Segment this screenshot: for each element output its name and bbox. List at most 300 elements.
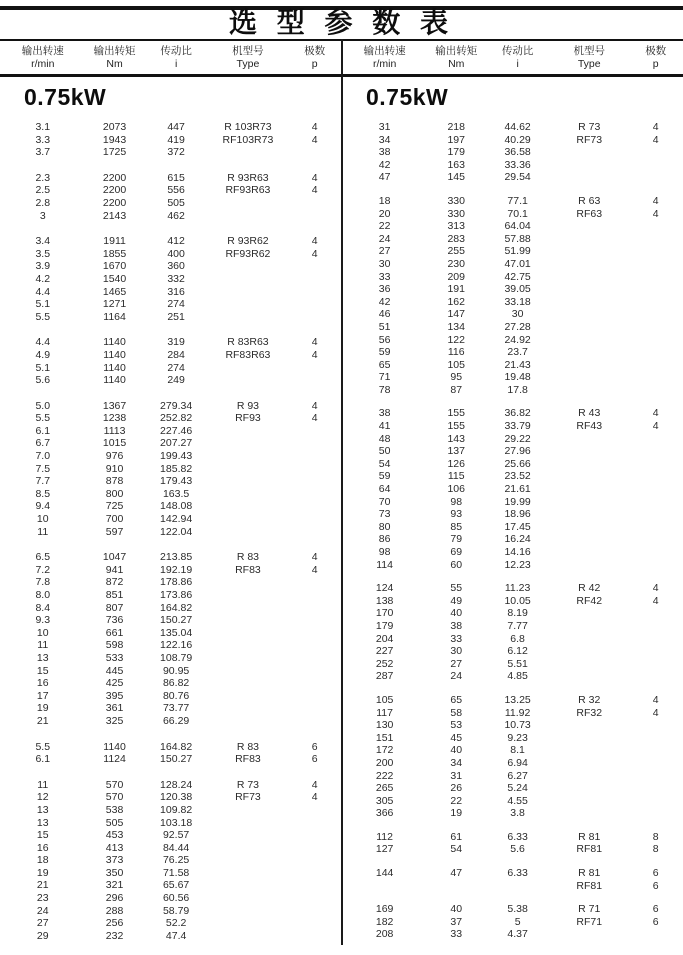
- torque-cell: 232: [105, 929, 124, 942]
- header-col-0: [0, 45, 86, 74]
- torque-cell: 218: [447, 121, 465, 133]
- type-cell: RF63: [576, 207, 603, 220]
- speed-cell: 21: [36, 714, 49, 727]
- speed-cell: 5.1: [35, 361, 51, 374]
- type-cell: [209, 677, 288, 690]
- ratio-cell: 12.23: [504, 558, 531, 571]
- torque-cell: 288: [105, 904, 124, 917]
- ratio-cell: 57.88: [504, 232, 531, 245]
- table-row: [342, 146, 683, 159]
- ratio-cell: 3.8: [510, 807, 525, 820]
- speed-cell: 3.3: [35, 133, 51, 146]
- type-cell: [209, 905, 288, 918]
- speed-cell: 3.7: [35, 146, 51, 159]
- table-row: [0, 677, 342, 690]
- poles-cell: 8: [652, 830, 659, 843]
- ratio-cell: 29.22: [504, 432, 531, 445]
- speed-cell: 3.1: [35, 121, 51, 133]
- poles-cell: [287, 817, 342, 830]
- table-row: [342, 258, 683, 271]
- poles-cell: [287, 260, 342, 273]
- type-cell: [550, 757, 628, 770]
- table-row: [342, 346, 683, 359]
- speed-cell: 366: [375, 807, 394, 820]
- poles-cell: [628, 795, 683, 808]
- poles-cell: [628, 559, 683, 572]
- ratio-cell: 412: [167, 235, 185, 248]
- speed-cell: 252: [375, 657, 394, 670]
- poles-cell: [628, 470, 683, 483]
- torque-cell: 1047: [102, 551, 127, 564]
- ratio-cell: 249: [167, 374, 185, 387]
- torque-cell: 163: [447, 158, 465, 171]
- speed-cell: 20: [378, 207, 391, 220]
- torque-cell: 106: [447, 483, 465, 496]
- table-row: [0, 172, 342, 185]
- torque-cell: 538: [105, 803, 124, 816]
- torque-cell: 93: [450, 508, 463, 521]
- ratio-cell: 7.77: [507, 619, 528, 632]
- table-row: [342, 559, 683, 572]
- speed-cell: 5.6: [35, 374, 51, 387]
- table-row: [0, 779, 342, 792]
- ratio-cell: 6.8: [510, 632, 525, 645]
- torque-cell: 98: [450, 495, 463, 508]
- type-cell: R 83R63: [227, 336, 269, 349]
- data-block: [0, 336, 342, 386]
- table-row: [342, 546, 683, 559]
- ratio-cell: 5.51: [507, 657, 528, 670]
- speed-cell: 73: [378, 508, 391, 521]
- type-cell: [209, 804, 288, 817]
- header-col-unit: i: [174, 58, 178, 70]
- table-row: [0, 184, 342, 197]
- torque-cell: 1725: [102, 146, 127, 159]
- table-row: [0, 614, 342, 627]
- torque-cell: 1140: [103, 336, 126, 349]
- type-cell: [209, 488, 288, 501]
- table-row: [0, 513, 342, 526]
- header-col-unit: r/min: [372, 58, 397, 70]
- poles-cell: 4: [311, 184, 318, 197]
- poles-cell: 4: [652, 594, 659, 607]
- ratio-cell: 274: [167, 298, 185, 311]
- type-cell: [209, 817, 288, 830]
- table-row: [0, 753, 342, 766]
- poles-cell: 4: [311, 551, 318, 564]
- table-row: [0, 197, 342, 210]
- torque-cell: 878: [105, 475, 124, 488]
- table-row: [342, 770, 683, 783]
- table-row: [0, 690, 342, 703]
- type-cell: R 71: [578, 903, 601, 916]
- poles-cell: 6: [652, 867, 659, 880]
- torque-cell: 700: [105, 513, 124, 526]
- torque-cell: 31: [450, 769, 463, 782]
- data-block: [0, 235, 342, 323]
- type-cell: [209, 526, 288, 539]
- poles-cell: [628, 928, 683, 941]
- ratio-cell: 21.43: [504, 358, 531, 371]
- table-row: [342, 880, 683, 893]
- type-cell: [550, 458, 628, 471]
- ratio-cell: 128.24: [160, 778, 193, 791]
- torque-cell: 2073: [102, 121, 127, 133]
- poles-cell: [287, 917, 342, 930]
- speed-cell: 48: [378, 432, 391, 445]
- speed-cell: 65: [378, 358, 391, 371]
- poles-cell: 4: [311, 778, 318, 791]
- poles-cell: [287, 930, 342, 943]
- table-row: [342, 208, 683, 221]
- speed-cell: 22: [378, 220, 391, 233]
- table-row: [342, 220, 683, 233]
- speed-cell: 3.4: [35, 235, 51, 248]
- type-cell: RF73: [576, 133, 603, 146]
- data-block: [0, 779, 342, 943]
- type-cell: [550, 508, 628, 521]
- header-col-label: 极数: [645, 45, 667, 57]
- table-row: [342, 233, 683, 246]
- ratio-cell: 33.79: [504, 420, 531, 433]
- ratio-cell: 51.99: [504, 245, 531, 258]
- poles-cell: [628, 346, 683, 359]
- data-block: [342, 694, 683, 820]
- type-cell: [209, 879, 288, 892]
- speed-cell: 5.5: [35, 740, 51, 753]
- table-row: [342, 296, 683, 309]
- header-col-label: 传动比: [160, 45, 192, 57]
- table-row: [342, 359, 683, 372]
- header-col-unit: Type: [236, 58, 260, 70]
- poles-cell: [287, 197, 342, 210]
- table-row: [0, 400, 342, 413]
- speed-cell: 13: [36, 803, 49, 816]
- torque-cell: 1465: [102, 285, 127, 298]
- speed-cell: 144: [375, 867, 394, 880]
- ratio-cell: 44.62: [504, 121, 531, 133]
- type-cell: [550, 645, 628, 658]
- poles-cell: [628, 633, 683, 646]
- type-cell: [550, 670, 628, 683]
- type-cell: RF81: [576, 879, 603, 892]
- torque-cell: 256: [105, 917, 124, 930]
- ratio-cell: 23.52: [504, 470, 531, 483]
- speed-cell: 287: [375, 670, 394, 683]
- ratio-cell: 86.82: [162, 677, 190, 690]
- type-cell: [209, 602, 288, 615]
- torque-cell: 191: [447, 283, 465, 296]
- poles-cell: [628, 732, 683, 745]
- speed-cell: 112: [376, 830, 393, 843]
- ratio-cell: 58.79: [162, 904, 190, 917]
- type-cell: [209, 842, 288, 855]
- poles-cell: [628, 245, 683, 258]
- torque-cell: 2200: [102, 196, 127, 209]
- type-cell: [550, 233, 628, 246]
- speed-cell: 17: [36, 689, 49, 702]
- ratio-cell: 42.75: [504, 270, 531, 283]
- poles-cell: [628, 782, 683, 795]
- ratio-cell: 84.44: [162, 841, 190, 854]
- torque-cell: 1670: [102, 260, 127, 273]
- ratio-cell: 10.05: [504, 594, 531, 607]
- torque-cell: 533: [105, 651, 124, 664]
- poles-cell: [287, 652, 342, 665]
- poles-cell: [628, 458, 683, 471]
- speed-cell: 23: [36, 892, 49, 905]
- torque-cell: 116: [447, 346, 465, 359]
- torque-cell: 1140: [103, 361, 126, 374]
- data-block: [0, 121, 342, 159]
- poles-cell: 4: [652, 194, 659, 207]
- speed-cell: 138: [375, 594, 394, 607]
- type-cell: RF83R63: [225, 348, 271, 361]
- type-cell: R 93R62: [227, 235, 269, 248]
- speed-cell: 4.2: [35, 272, 51, 285]
- table-row: [342, 407, 683, 420]
- ratio-cell: 77.1: [507, 194, 528, 207]
- poles-cell: [628, 521, 683, 534]
- table-row: [0, 602, 342, 615]
- page-title: 选 型 参 数 表: [228, 7, 455, 38]
- ratio-cell: 52.2: [165, 917, 187, 930]
- poles-cell: [287, 829, 342, 842]
- ratio-cell: 30: [511, 308, 524, 321]
- torque-cell: 24: [450, 670, 463, 683]
- torque-cell: 85: [450, 520, 463, 533]
- ratio-cell: 6.33: [507, 867, 528, 880]
- ratio-cell: [485, 880, 550, 893]
- ratio-cell: 60.56: [162, 892, 190, 905]
- poles-cell: [287, 311, 342, 324]
- header-col-label: 传动比: [501, 45, 534, 57]
- poles-cell: [628, 483, 683, 496]
- type-cell: [209, 867, 288, 880]
- poles-cell: [628, 296, 683, 309]
- torque-cell: 38: [450, 619, 463, 632]
- ratio-cell: 505: [167, 196, 185, 209]
- poles-cell: [287, 867, 342, 880]
- table-row: [0, 362, 342, 375]
- type-cell: [209, 500, 288, 513]
- torque-cell: 330: [447, 194, 465, 207]
- speed-cell: 16: [36, 841, 49, 854]
- speed-cell: 2.5: [35, 184, 51, 197]
- ratio-cell: 6.12: [507, 645, 528, 658]
- data-block: [0, 741, 342, 766]
- speed-cell: 21: [36, 879, 49, 892]
- header-col-unit: Nm: [106, 58, 123, 70]
- table-row: [342, 658, 683, 671]
- ratio-cell: 27.96: [504, 445, 531, 458]
- poles-cell: [287, 146, 342, 159]
- poles-cell: [628, 533, 683, 546]
- type-cell: [209, 450, 288, 463]
- poles-cell: [287, 374, 342, 387]
- speed-cell: 46: [378, 308, 391, 321]
- type-cell: [209, 210, 288, 223]
- type-cell: [209, 627, 288, 640]
- poles-cell: [628, 146, 683, 159]
- type-cell: [209, 854, 288, 867]
- type-cell: [550, 719, 628, 732]
- ratio-cell: 252.82: [160, 412, 193, 425]
- speed-cell: 18: [36, 854, 49, 867]
- type-cell: [550, 159, 628, 172]
- poles-cell: [287, 298, 342, 311]
- table-row: [0, 146, 342, 159]
- table-row: [342, 782, 683, 795]
- type-cell: RF103R73: [222, 133, 274, 146]
- table-row: [342, 795, 683, 808]
- torque-cell: 1124: [103, 753, 126, 766]
- ratio-cell: 251: [167, 310, 185, 323]
- poles-cell: [287, 589, 342, 602]
- torque-cell: 1367: [102, 399, 127, 412]
- speed-cell: 8.0: [35, 589, 51, 601]
- torque-cell: 598: [105, 639, 124, 652]
- type-cell: [550, 496, 628, 509]
- type-cell: [550, 928, 628, 941]
- poles-cell: [628, 508, 683, 521]
- table-row: [342, 521, 683, 534]
- torque-cell: 1855: [102, 247, 127, 260]
- torque-cell: 661: [105, 626, 124, 639]
- speed-cell: 2.3: [35, 171, 51, 184]
- type-cell: R 93R63: [227, 171, 269, 184]
- type-cell: [209, 362, 288, 375]
- right-column-blocks: [342, 121, 683, 941]
- table-row: [0, 273, 342, 286]
- table-row: [0, 500, 342, 513]
- poles-cell: [287, 879, 342, 892]
- speed-cell: 71: [378, 371, 391, 384]
- ratio-cell: 64.04: [504, 220, 531, 233]
- poles-cell: [287, 639, 342, 652]
- header-col-label: 输出转速: [21, 45, 64, 57]
- torque-cell: 105: [447, 358, 465, 371]
- ratio-cell: 90.95: [162, 664, 190, 677]
- ratio-cell: 284: [167, 348, 185, 361]
- speed-cell: 114: [376, 558, 393, 571]
- speed-cell: 6.1: [35, 424, 51, 437]
- table-row: [0, 551, 342, 564]
- ratio-cell: 16.24: [504, 533, 531, 546]
- header-col-3: [209, 45, 288, 74]
- speed-cell: 51: [378, 320, 391, 333]
- type-cell: R 83: [236, 740, 260, 753]
- torque-cell: 1238: [102, 412, 127, 425]
- type-cell: R 83: [236, 551, 260, 564]
- type-cell: [550, 334, 628, 347]
- table-row: [0, 627, 342, 640]
- type-cell: [550, 795, 628, 808]
- type-cell: [209, 286, 288, 299]
- type-cell: R 81: [578, 867, 601, 880]
- ratio-cell: 5.24: [507, 782, 528, 795]
- ratio-cell: 163.5: [162, 487, 190, 500]
- data-block: [342, 582, 683, 683]
- type-cell: R 73: [578, 121, 601, 133]
- speed-cell: 24: [378, 232, 391, 245]
- table-row: [0, 450, 342, 463]
- ratio-cell: 135.04: [160, 626, 193, 639]
- ratio-cell: 178.86: [160, 576, 193, 589]
- poles-cell: [628, 220, 683, 233]
- poles-cell: [287, 500, 342, 513]
- ratio-cell: 24.92: [504, 333, 531, 346]
- table-row: [342, 757, 683, 770]
- ratio-cell: 279.34: [160, 399, 193, 412]
- speed-cell: 31: [378, 121, 391, 133]
- type-cell: [550, 220, 628, 233]
- torque-cell: 736: [105, 614, 124, 627]
- speed-cell: 8.5: [35, 487, 51, 500]
- torque-cell: 40: [450, 744, 463, 757]
- ratio-cell: 47.4: [165, 929, 187, 942]
- poles-cell: [628, 546, 683, 559]
- table-row: [342, 496, 683, 509]
- type-cell: R 81: [578, 830, 601, 843]
- type-cell: [550, 371, 628, 384]
- table-row: [342, 694, 683, 707]
- speed-cell: 16: [36, 677, 49, 690]
- type-cell: [209, 425, 288, 438]
- table-row: [342, 533, 683, 546]
- poles-cell: [287, 677, 342, 690]
- ratio-cell: 71.58: [162, 866, 190, 879]
- header-col-unit: p: [652, 58, 659, 70]
- table-row: [342, 159, 683, 172]
- speed-cell: 4.4: [35, 285, 51, 298]
- speed-cell: 6.7: [35, 437, 51, 450]
- speed-cell: 2.8: [35, 196, 51, 209]
- header-col-label: 输出转矩: [93, 45, 136, 57]
- header-col-unit: Type: [577, 58, 601, 70]
- torque-cell: 143: [447, 432, 465, 445]
- type-cell: [550, 171, 628, 184]
- ratio-cell: 8.1: [510, 744, 525, 757]
- speed-cell: 98: [378, 546, 391, 558]
- torque-cell: 1140: [103, 740, 126, 753]
- speed-cell: 42: [378, 295, 391, 308]
- table-row: [0, 817, 342, 830]
- poles-cell: [628, 658, 683, 671]
- table-row: [342, 807, 683, 820]
- type-cell: [209, 829, 288, 842]
- ratio-cell: 8.19: [507, 607, 528, 620]
- type-cell: [550, 732, 628, 745]
- speed-cell: 24: [36, 904, 49, 917]
- torque-cell: 2200: [102, 184, 127, 197]
- poles-cell: 4: [652, 407, 659, 420]
- ratio-cell: 11.92: [504, 706, 531, 719]
- power-heading-left: 0.75kW: [24, 84, 107, 110]
- poles-cell: [628, 359, 683, 372]
- ratio-cell: 9.23: [507, 731, 528, 744]
- poles-cell: [628, 496, 683, 509]
- speed-cell: 13: [36, 816, 49, 829]
- power-heading-right: 0.75kW: [366, 84, 449, 110]
- ratio-cell: 36.82: [504, 407, 531, 420]
- torque-cell: 1164: [103, 310, 126, 323]
- type-cell: [209, 374, 288, 387]
- poles-cell: 6: [652, 903, 659, 916]
- table-row: [0, 715, 342, 728]
- speed-cell: [342, 880, 427, 893]
- poles-cell: 4: [652, 133, 659, 146]
